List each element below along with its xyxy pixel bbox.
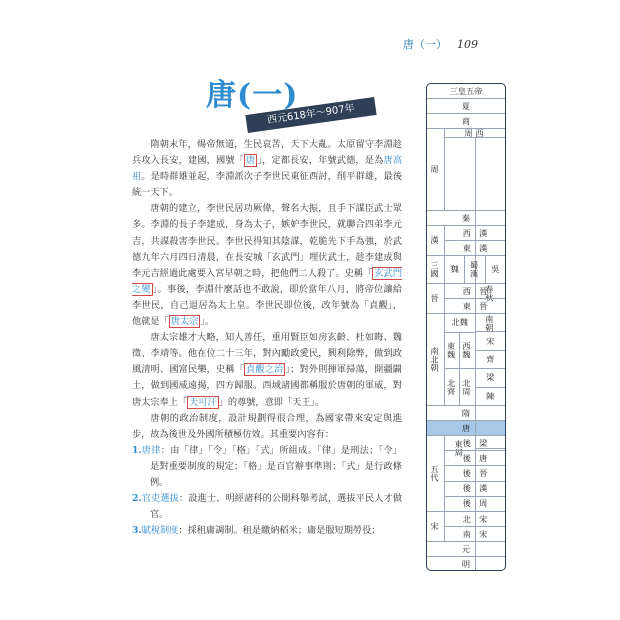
content-list [132, 443, 402, 540]
list-item-highlight-term: 官吏選拔 [141, 493, 179, 505]
timeline-sui: 隋 [427, 406, 505, 421]
timeline-yuan: 元 [427, 542, 505, 557]
dynasty-timeline [426, 83, 506, 571]
timeline-nanbei: 南北朝 北魏 東魏 西魏 北齊 北周 南朝 宋 齊 梁 陳 [427, 314, 505, 406]
timeline-sanguo: 三國 魏 蜀漢 吳 [427, 256, 505, 284]
list-item-text: ：採租庸調制。租是繳納稻米；庸是服短期勞役； [178, 525, 381, 537]
timeline-jin: 晉 西 晉 東 晉 [427, 284, 505, 314]
paragraph-highlight-term: 天可汗 [189, 396, 217, 408]
paragraph-4 [132, 411, 402, 443]
paragraph-text: 」的尊號，意即「天王」。 [218, 396, 325, 408]
paragraph-highlight-term: 貞觀之治 [246, 364, 284, 376]
paragraph-text: 隋朝末年，煬帝無道，生民哀苦，天下大亂。太原留守李淵趁兵攻入長安，建國，國號「 [132, 139, 402, 167]
timeline-sanhuang: 三皇五帝 [427, 84, 505, 99]
page-header [403, 36, 478, 52]
paragraph-3 [132, 330, 402, 410]
list-item [132, 523, 402, 539]
timeline-zhou-east: 東周 [445, 138, 476, 571]
timeline-wudai: 五代 後 梁 後 唐 後 晉 後 漢 後 周 [427, 436, 505, 512]
paragraph-highlight-term: 唐太宗 [170, 316, 199, 328]
paragraph-highlight-term: 玄武門之變 [132, 267, 403, 295]
timeline-zhou-west: 西周 [445, 129, 505, 138]
paragraph-text: 」，定都長安，年號武德，是為 [257, 155, 384, 167]
timeline-song: 宋 北 宋 南 宋 [427, 512, 505, 542]
paragraph-text: 」。 [200, 316, 215, 328]
timeline-zhou: 周 西周 東周 春秋 [427, 129, 505, 211]
list-item-highlight-term: 唐律 [141, 444, 161, 456]
timeline-qin: 秦 [427, 211, 505, 226]
list-item-text: ：設進士、明經諸科的公開科舉考試，選拔平民人才做官。 [150, 493, 403, 521]
page-number: 109 [457, 38, 478, 51]
paragraph-text: 。是時群雄並起，李淵派次子李世民東征西討，削平群雄，最後統一天下。 [132, 171, 403, 199]
timeline-han: 漢 西 漢 東 漢 [427, 226, 505, 256]
date-range-ribbon: 西元618年～907年 [245, 97, 376, 133]
timeline-ming: 明 [427, 557, 505, 571]
chapter-title: 唐（一） [403, 38, 447, 51]
list-item-number: 1. [132, 444, 142, 456]
timeline-shang: 商 [427, 114, 505, 129]
paragraph-1 [132, 137, 402, 201]
list-item-number: 3. [132, 525, 142, 537]
paragraph-highlight-term: 唐高祖 [132, 155, 403, 183]
timeline-xia: 夏 [427, 99, 505, 114]
paragraph-text: 唐朝的政治制度，設計規劃得很合理，為國家帶來安定與進步，故為後世及外國所積極仿效。其重要內容有： [132, 412, 402, 440]
paragraph-text: 唐太宗雄才大略，知人善任，重用賢臣如房玄齡、杜如晦、魏徵、李靖等。他在位二十三年，對內勵政愛民，興利除弊，做到政風清明、國富民樂，史稱「 [132, 332, 402, 376]
paragraph-text: 唐朝的建立，李世民居功厥偉，聲名大振，且手下謀臣武士眾多。李淵的長子李建成，身為太子，嫉妒李世民，就聯合四弟李元吉，共謀殺害李世民。李世民得知其陰謀，乾脆先下手為強，於武德九年六月四日清晨，在長安城「玄武門」埋伏武士，趁李建成與李元吉經過此處要入宮早朝之時，把他們二人殺了。史稱「 [132, 203, 402, 279]
timeline-tang: 唐 [427, 421, 505, 436]
list-item-highlight-term: 賦稅制度 [141, 525, 179, 537]
list-item-text: ：由「律」「令」「格」「式」所組成。「律」是刑法；「令」是對重要制度的規定；「格」是百官辦事準則；「式」是行政條例。 [150, 444, 403, 488]
section-title-block [206, 70, 436, 130]
paragraph-text: 」；對外則揮軍掃蕩，開疆闢土，做到國威遠揚，四方歸服。西域諸國都稱服於唐朝的軍威，對唐太宗奉上「 [132, 364, 402, 408]
paragraph-text: 」。事後，李淵什麼話也不敢說，即於當年八月，將帝位讓給李世民，自己退居為太上皇。李世民即位後，改年號為「貞觀」，他就是「 [132, 283, 403, 328]
list-item [132, 491, 402, 523]
paragraph-highlight-term: 唐 [246, 155, 256, 167]
paragraph-2 [132, 201, 402, 330]
list-item [132, 443, 402, 491]
section-title: 唐(一) [206, 78, 299, 113]
body-text [132, 137, 402, 539]
timeline-chunqiu: 春秋 [476, 138, 506, 449]
list-item-number: 2. [132, 493, 142, 505]
